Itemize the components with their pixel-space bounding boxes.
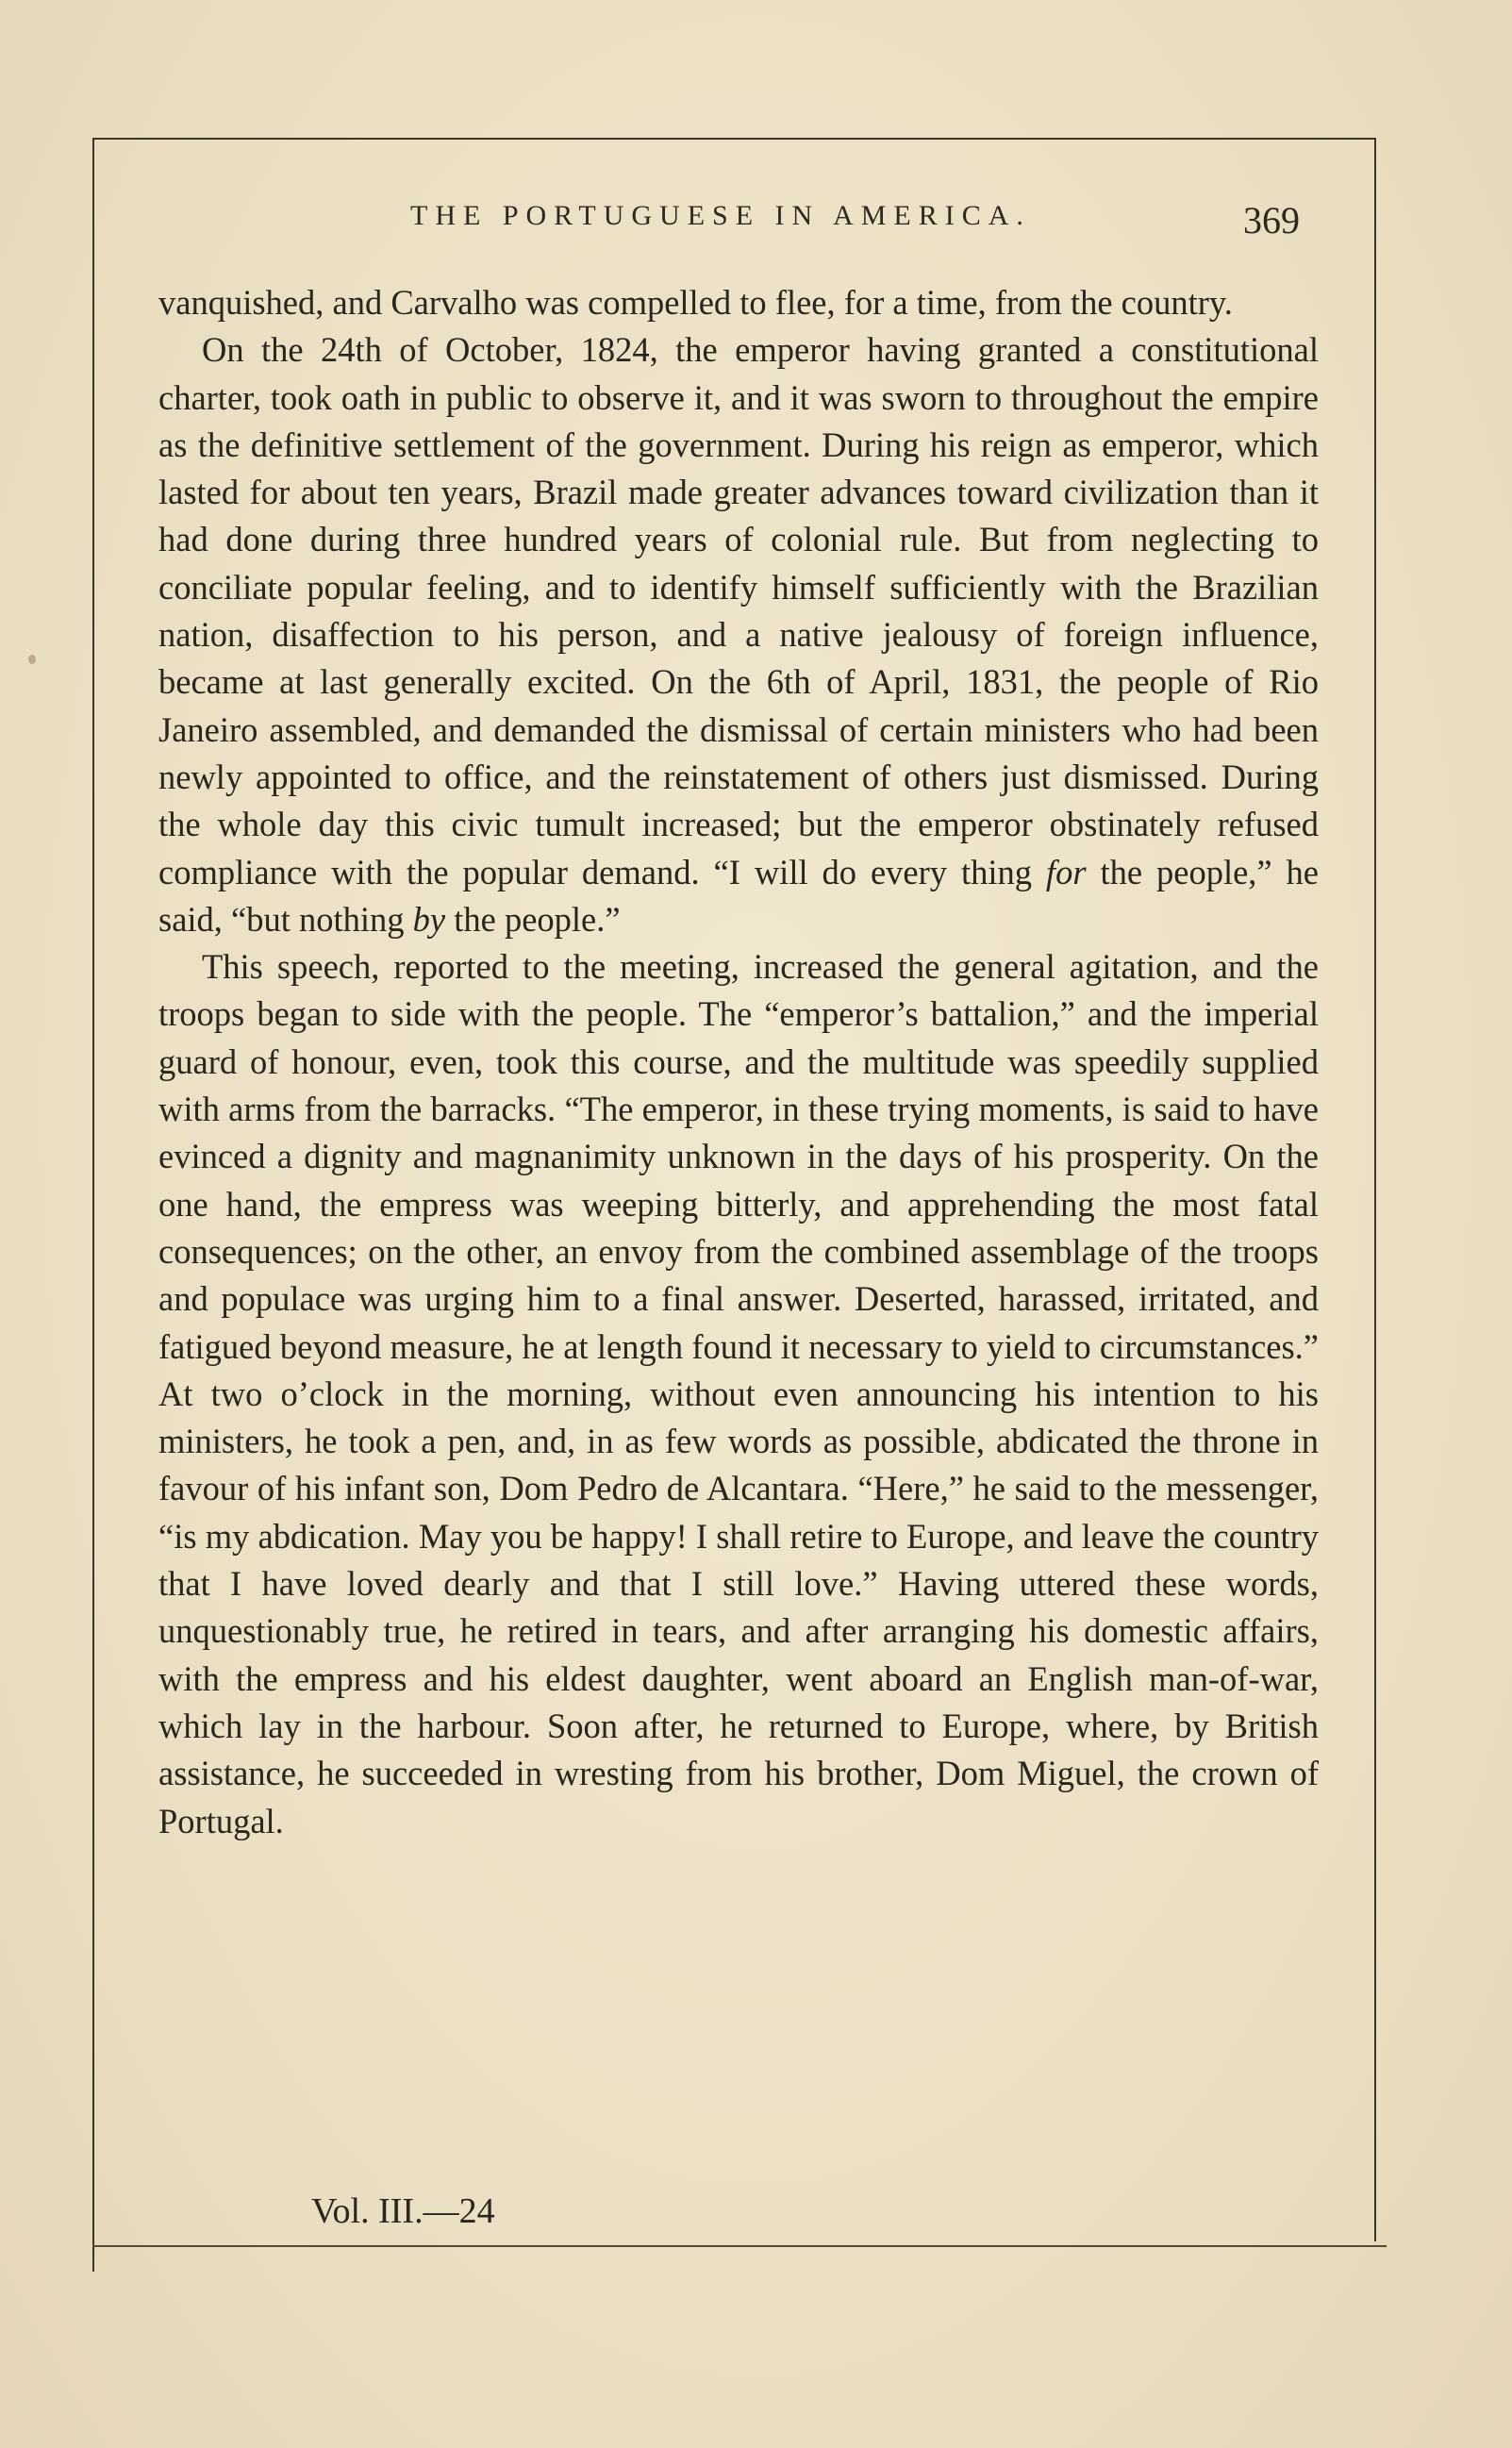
frame-rule-top (92, 138, 1375, 140)
frame-rule-left (92, 138, 94, 2272)
body-text (158, 279, 1319, 1845)
page-number: 369 (1243, 199, 1300, 241)
paragraph-text-part: the people.” (445, 899, 621, 939)
volume-signature: Vol. III.—24 (311, 2191, 495, 2231)
italic-word-by: by (412, 899, 446, 939)
paragraph-continuation: vanquished, and Carvalho was compelled to flee, for a time, from the country. (158, 283, 1233, 322)
italic-word-for: for (1045, 852, 1087, 891)
frame-rule-bottom (92, 2245, 1387, 2247)
paragraph-text-part: On the 24th of October, 1824, the emperor having granted a constitutional charter, took oath in public to observe it, and it was sworn to throughout the empire as the definitive settlement of the government. During his reign as emperor, which lasted for about ten years, Brazil made greater advances toward civilization than it had done during three hundred years of colonial rule. But from neglecting to conciliate popular feeling, and to identify himself sufficiently with the Brazilian nation, disaffection to his person, and a native jealousy of foreign influence, became at last generally excited. On the 6th of April, 1831, the people of Rio Janeiro assembled, and demanded the dismissal of certain ministers who had been newly appointed to office, and the reinstatement of others just dismissed. During the whole day this civic tumult increased; but the emperor obstinately refused compliance with the popular demand. “I will do every thing (158, 330, 1319, 891)
running-title: THE PORTUGUESE IN AMERICA. (410, 200, 1031, 231)
paper-blemish (28, 655, 36, 664)
paragraph-constitution (158, 326, 1319, 943)
paragraph-abdication: This speech, reported to the meeting, increased the general agitation, and the troops began to side with the people. The “emperor’s battalion,” and the imperial guard of honour, even, took this course, and the multitude was speedily supplied with arms from the barracks. “The emperor, in these trying moments, is said to have evinced a dignity and magnanimity unknown in the days of his prosperity. On the one hand, the empress was weeping bitterly, and apprehending the most fatal consequences; on the other, an envoy from the combined assemblage of the troops and populace was urging him to a final answer. Deserted, harassed, irritated, and fatigued beyond measure, he at length found it necessary to yield to circumstances.” At two o’clock in the morning, without even announcing his intention to his ministers, he took a pen, and, in as few words as possible, abdicated the throne in favour of his infant son, Dom Pedro de Alcantara. “Here,” he said to the messenger, “is my abdication. May you be happy! I shall retire to Europe, and leave the country that I have loved dearly and that I still love.” Having uttered these words, unquestionably true, he retired in tears, and after arranging his domestic affairs, with the empress and his eldest daughter, went aboard an English man-of-war, which lay in the harbour. Soon after, he returned to Europe, where, by British assistance, he succeeded in wresting from his brother, Dom Miguel, the crown of Portugal. (158, 947, 1319, 1840)
paragraph-text-part: the people,” he said, “but nothing (158, 852, 1319, 939)
frame-rule-right (1374, 138, 1376, 2241)
